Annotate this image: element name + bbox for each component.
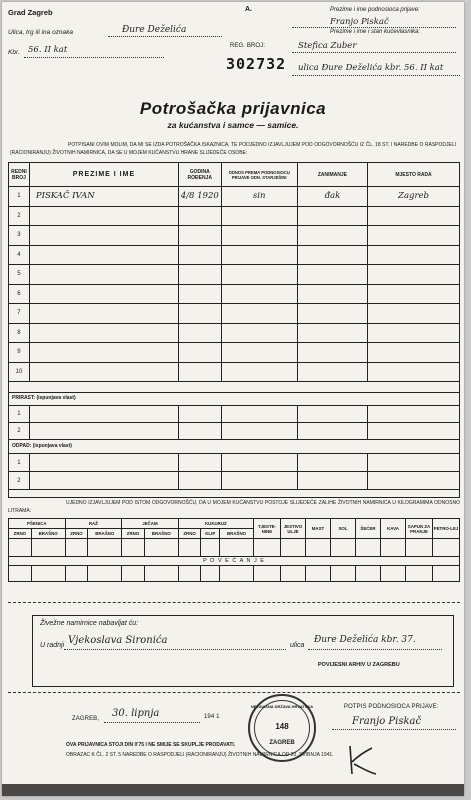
col-petrolej: PETRO-LEJ	[433, 519, 460, 539]
occupation	[297, 265, 367, 285]
form-letter: A.	[245, 6, 252, 13]
odpad-row-2-number: 2	[9, 472, 30, 490]
shop-name: Vjekoslava Sironića	[68, 635, 168, 646]
col-header-number: REDNI BROJ	[9, 163, 30, 187]
intro-text: POTPISANI OVIM MOLIM, DA MI SE IZDA POTROŠAČKA ISKAZNICA, TE PODJEDNO IZJAVLJUJEM POD ODGOVORNOŠĆU IZ ČL. 18 ST. I NAREDBE O RASPODJELI (RACIONIRANJU) ŽIVOTNIH NAMIRNICA, DA SE U MOJEM KUĆANSTVU HRANE SLIJEDEĆE OSOBE:	[10, 142, 456, 156]
increase-label: P O V E Ć A N J E	[9, 557, 460, 566]
row-number: 5	[9, 265, 30, 285]
person-row	[9, 362, 460, 382]
sub-klip: KLIP	[201, 529, 220, 539]
person-row	[9, 245, 460, 265]
birth-year	[178, 343, 221, 363]
birth-year	[178, 284, 221, 304]
workplace	[368, 304, 460, 324]
sub-zrno: ZRNO	[178, 529, 201, 539]
occupation	[297, 206, 367, 226]
owner-label: Prezime i ime i stan kućevlasnika:	[330, 29, 421, 35]
occupation	[297, 226, 367, 246]
shop-street-label: ulica	[290, 642, 305, 649]
relation	[221, 304, 297, 324]
row-number: 9	[9, 343, 30, 363]
occupation	[297, 323, 367, 343]
sub-zrno: ZRNO	[65, 529, 88, 539]
person-row	[9, 187, 460, 207]
archive-stamp: POVIJESNI ARHIV U ZAGREBU	[318, 662, 400, 668]
person-row	[9, 323, 460, 343]
col-header-name: PREZIME I IME	[29, 163, 178, 187]
owner-address: ulica Đure Deželića kbr. 56. II kat	[298, 63, 444, 73]
person-name	[29, 284, 178, 304]
birth-year	[178, 245, 221, 265]
person-name	[29, 265, 178, 285]
prirast-table	[8, 405, 460, 440]
stamp-bottom: ZAGREB	[269, 740, 295, 746]
person-name	[29, 362, 178, 382]
odpad-label: ODPAD: (ispunjava vlast)	[12, 443, 72, 449]
stamp-top: NEZAVISNA DRŽAVA HRVATSKA	[250, 704, 314, 709]
row-number: 1	[9, 187, 30, 207]
form-subtitle: za kućanstva i samce — samice.	[167, 120, 299, 130]
group-psenica: PŠENICA	[9, 519, 66, 529]
relation	[221, 323, 297, 343]
odpad-row-1-number: 1	[9, 454, 30, 472]
person-row	[9, 226, 460, 246]
col-header-occupation: ZANIMANJE	[297, 163, 367, 187]
reg-label: REG. BROJ:	[230, 43, 266, 49]
persons-table	[8, 162, 460, 382]
row-number: 2	[9, 206, 30, 226]
occupation	[297, 245, 367, 265]
relation	[221, 343, 297, 363]
row-number: 6	[9, 284, 30, 304]
col-sapun: SAPUN ZA PRANJE	[406, 519, 433, 539]
group-jecam: JEČAM	[122, 519, 179, 529]
person-row	[9, 343, 460, 363]
handwritten-mark	[342, 740, 382, 780]
street-label: Ulica, trg ili ina oznaka	[8, 29, 74, 36]
workplace	[368, 362, 460, 382]
number-value: 56. II kat	[28, 45, 68, 55]
birth-year: 4/8 1920	[178, 187, 221, 207]
col-kava: KAVA	[381, 519, 406, 539]
relation	[221, 226, 297, 246]
col-header-workplace: MJESTO RADA	[368, 163, 460, 187]
group-raz: RAŽ	[65, 519, 122, 529]
prirast-row-2-number: 2	[9, 423, 30, 440]
owner-value: Stefica Zuber	[298, 41, 357, 51]
row-number: 4	[9, 245, 30, 265]
city-label: ZAGREB,	[72, 716, 100, 722]
form-page	[2, 2, 464, 796]
prirast-label: PRIRAST: (ispunjava vlast)	[12, 395, 76, 401]
occupation	[297, 362, 367, 382]
birth-year	[178, 206, 221, 226]
person-name	[29, 226, 178, 246]
stamp-number: 148	[275, 722, 289, 731]
row-number: 3	[9, 226, 30, 246]
person-row	[9, 304, 460, 324]
occupation: đak	[297, 187, 367, 207]
signature-label: POTPIS PODNOSIOCA PRIJAVE:	[344, 704, 439, 710]
person-name	[29, 245, 178, 265]
sub-zrno: ZRNO	[9, 529, 32, 539]
sub-zrno: ZRNO	[122, 529, 145, 539]
workplace: Zagreb	[368, 187, 460, 207]
person-name: PISKAČ IVAN	[29, 187, 178, 207]
col-header-relation: ODNOS PREMA PODNOSIOCU PRIJAVE ODN. STARJEŠINI	[221, 163, 297, 187]
workplace	[368, 265, 460, 285]
person-row	[9, 265, 460, 285]
col-header-year: GODINA ROĐENJA	[178, 163, 221, 187]
number-label: Kbr.	[8, 49, 20, 56]
person-name	[29, 343, 178, 363]
sub-brasno: BRAŠNO	[88, 529, 122, 539]
supplies-table	[8, 518, 460, 582]
col-ulje: JESTIVO ULJE	[281, 519, 306, 539]
applicant-label: Prezime i ime podnosioca prijave:	[330, 7, 420, 13]
group-kukuruz: KUKURUZ	[178, 519, 253, 529]
occupation	[297, 304, 367, 324]
person-row	[9, 206, 460, 226]
odpad-table	[8, 453, 460, 490]
applicant-value: Franjo Piskač	[330, 17, 389, 27]
person-name	[29, 304, 178, 324]
relation: sin	[221, 187, 297, 207]
sub-brasno: BRAŠNO	[144, 529, 178, 539]
workplace	[368, 245, 460, 265]
col-mast: MAST	[306, 519, 331, 539]
shop-in-label: U radnji	[40, 642, 65, 649]
birth-year	[178, 323, 221, 343]
workplace	[368, 284, 460, 304]
workplace	[368, 226, 460, 246]
reg-number: 302732	[226, 55, 287, 73]
signature-value: Franjo Piskač	[352, 716, 422, 727]
row-number: 10	[9, 362, 30, 382]
year-value: 194 1	[204, 714, 220, 720]
sub-brasno: BRAŠNO	[220, 529, 254, 539]
relation	[221, 245, 297, 265]
relation	[221, 362, 297, 382]
occupation	[297, 343, 367, 363]
relation	[221, 206, 297, 226]
person-rows	[9, 187, 460, 382]
shop-street: Đure Deželića kbr. 37.	[314, 635, 416, 645]
prirast-row-1-number: 1	[9, 406, 30, 423]
sub-brasno: BRAŠNO	[31, 529, 65, 539]
relation	[221, 284, 297, 304]
birth-year	[178, 304, 221, 324]
col-sol: SOL	[331, 519, 356, 539]
row-number: 7	[9, 304, 30, 324]
birth-year	[178, 265, 221, 285]
workplace	[368, 206, 460, 226]
person-name	[29, 323, 178, 343]
supplies-intro: UJEDNO IZJAVLJUJEM POD ISTOM ODGOVORNOŠĆU, DA U MOJEM KUĆANSTVU POSTOJE SLIJEDEĆE ZALIHE ŽIVOTNIH NAMIRNICA U KILOGRAMIMA ODNOSNO LITRAMA:	[8, 500, 460, 514]
col-tjestenine: TJESTE-NINE	[254, 519, 281, 539]
regulation-note: OBRAZAC K ČL. 2 ST. 5 NAREDBE O RASPODJELI (RACIONIRANJU) ŽIVOTNIH NAMIRNICA OD 20. SVIBNJA 1941.	[66, 752, 334, 758]
date-value: 30. lipnja	[112, 708, 160, 719]
workplace	[368, 323, 460, 343]
street-value: Đure Deželića	[122, 25, 187, 35]
workplace	[368, 343, 460, 363]
row-number: 8	[9, 323, 30, 343]
birth-year	[178, 226, 221, 246]
relation	[221, 265, 297, 285]
price-note: OVA PRIJAVNICA STOJI DIN 0'75 I NE SMIJE SE SKUPLJE PRODAVATI.	[66, 742, 236, 748]
occupation	[297, 284, 367, 304]
birth-year	[178, 362, 221, 382]
form-title: Potrošačka prijavnica	[139, 99, 327, 118]
city-heading: Grad Zagreb	[8, 8, 53, 17]
person-name	[29, 206, 178, 226]
shop-label: Živežne namirnice nabavljat ću:	[40, 620, 139, 627]
person-row	[9, 284, 460, 304]
col-secer: ŠEĆER	[356, 519, 381, 539]
